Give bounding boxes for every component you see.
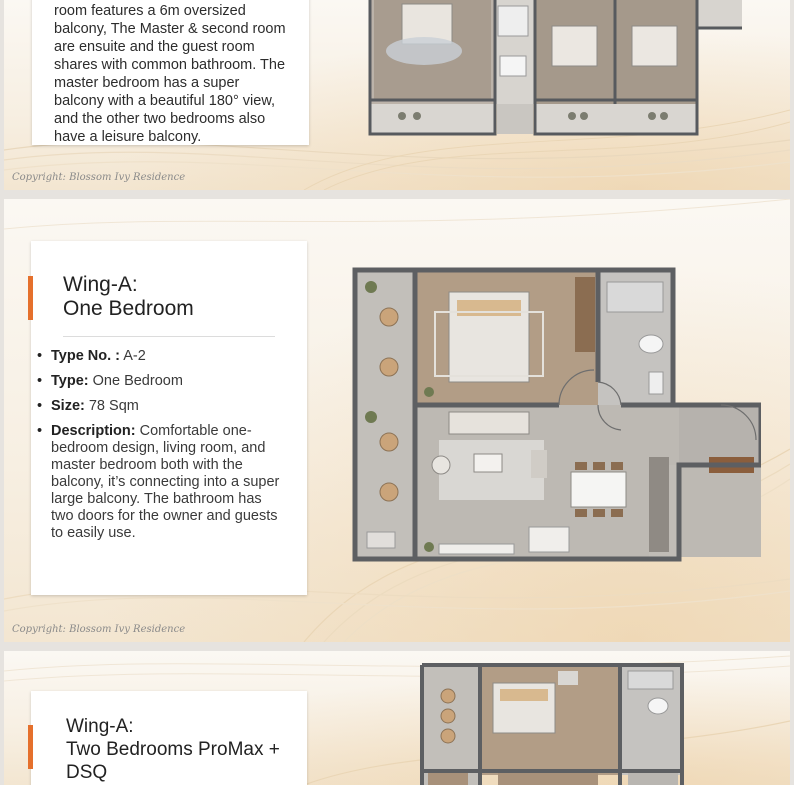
info-card: [31, 691, 307, 785]
spec-list: [35, 348, 285, 550]
slide-1: [4, 0, 790, 190]
accent-bar: [28, 276, 33, 320]
copyright-text: Copyright: Blossom Ivy Residence: [12, 624, 186, 635]
floor-plan-image: [349, 262, 761, 564]
title-line: Wing-A:: [66, 716, 134, 737]
card-title: [66, 715, 280, 784]
spec-item-description: • Description: Comfortable one-bedroom design, living room, and master bedroom both with the balcony, it’s connecting into a super large balcony. The bathroom has two doors for the owner and guests to easily use.: [35, 423, 285, 542]
card-title: [63, 273, 194, 321]
description-line: shares with common bathroom. The: [54, 57, 286, 73]
title-line: One Bedroom: [63, 297, 194, 320]
copyright-text: Copyright: Blossom Ivy Residence: [12, 172, 186, 183]
info-card: [31, 241, 307, 595]
description-line: and the other two bedrooms also: [54, 111, 266, 127]
description-line: room features a 6m oversized: [54, 3, 246, 19]
title-line: Two Bedrooms ProMax +: [66, 739, 280, 760]
description-line: balcony with a beautiful 180° view,: [54, 93, 276, 109]
description-line: have a leisure balcony.: [54, 129, 202, 145]
spec-item-size: • Size: 78 Sqm: [35, 398, 285, 415]
description-line: balcony, The Master & second room: [54, 21, 286, 37]
description-card: [32, 0, 309, 145]
description-text: [54, 2, 314, 146]
spec-item-type-no: • Type No. : A-2: [35, 348, 285, 365]
floor-plan-image: [418, 661, 686, 785]
slide-2: [4, 199, 790, 642]
title-divider: [63, 336, 275, 337]
accent-bar: [28, 725, 33, 769]
floor-plan-image: [362, 0, 742, 136]
title-line: DSQ: [66, 762, 108, 783]
spec-item-type: • Type: One Bedroom: [35, 373, 285, 390]
description-line: master bedroom has a super: [54, 75, 240, 91]
slide-3: [4, 651, 790, 785]
title-line: Wing-A:: [63, 273, 138, 296]
description-line: are ensuite and the guest room: [54, 39, 255, 55]
